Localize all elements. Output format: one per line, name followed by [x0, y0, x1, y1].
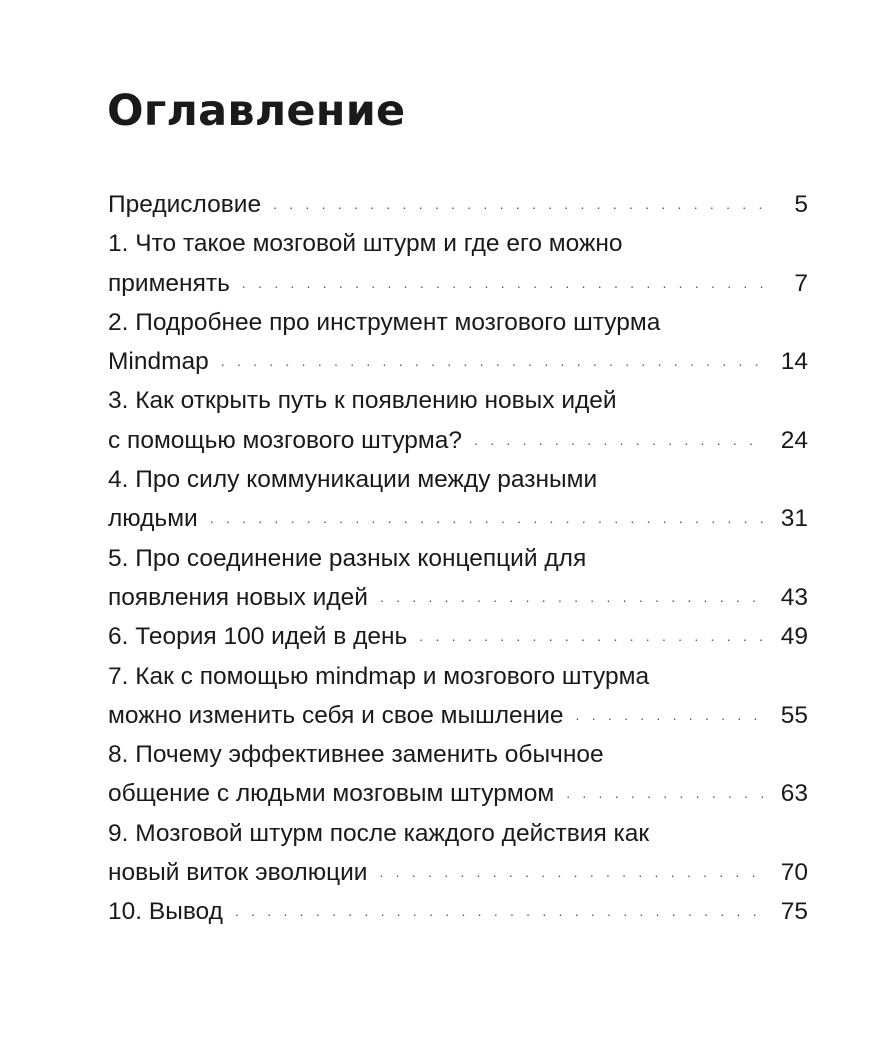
toc-entry-line [108, 224, 808, 263]
dot-leader [210, 499, 766, 538]
toc-page-number: 14 [780, 348, 808, 376]
toc-page-number: 75 [780, 898, 808, 926]
toc-entry-title: 10. Вывод [108, 898, 223, 926]
toc-entry-title: 2. Подробнее про инструмент мозгового штурма [108, 308, 661, 336]
table-of-contents [108, 185, 808, 932]
toc-entry-line [108, 381, 808, 420]
toc-entry-line [108, 892, 808, 931]
toc-entry-title: людьми [108, 505, 198, 533]
toc-entry-line [108, 617, 808, 656]
toc-page-number: 5 [794, 191, 808, 218]
dot-leader [379, 853, 766, 892]
toc-entry[interactable] [108, 185, 808, 224]
toc-entry[interactable] [108, 460, 808, 539]
toc-entry-line [108, 342, 808, 381]
toc-entry-title: 5. Про соединение разных концепций для [108, 544, 587, 572]
toc-page-number: 24 [780, 426, 808, 454]
toc-entry-title: 3. Как открыть путь к появлению новых идей [108, 387, 617, 415]
toc-entry[interactable] [108, 224, 808, 303]
toc-entry-title: общение с людьми мозговым штурмом [108, 780, 555, 808]
toc-entry[interactable] [108, 735, 808, 814]
toc-entry-title: с помощью мозгового штурма? [108, 426, 463, 454]
toc-entry-line [108, 657, 808, 696]
toc-entry-line [108, 853, 808, 892]
toc-page-number: 31 [780, 505, 808, 533]
toc-entry-line [108, 774, 808, 813]
dot-leader [566, 774, 766, 813]
dot-leader [221, 342, 766, 381]
toc-entry-title: Предисловие [108, 191, 262, 218]
toc-page-number: 43 [780, 583, 808, 611]
dot-leader [235, 892, 766, 931]
toc-entry-title: 1. Что такое мозговой штурм и где его можно [108, 230, 623, 258]
toc-entry-title: 4. Про силу коммуникации между разными [108, 466, 598, 494]
toc-entry-line [108, 499, 808, 538]
toc-entry-title: 7. Как с помощью mindmap и мозгового штурма [108, 662, 650, 690]
page-title: Оглавление [107, 86, 406, 136]
dot-leader [380, 578, 766, 617]
toc-entry[interactable] [108, 303, 808, 382]
toc-entry-line [108, 539, 808, 578]
toc-entry-line [108, 421, 808, 460]
toc-entry[interactable] [108, 617, 808, 656]
toc-entry[interactable] [108, 657, 808, 736]
toc-entry[interactable] [108, 539, 808, 618]
dot-leader [576, 696, 766, 735]
toc-entry-line [108, 303, 808, 342]
toc-entry-title: применять [108, 269, 230, 297]
dot-leader [419, 617, 766, 656]
toc-page-number: 63 [780, 780, 808, 808]
toc-entry[interactable] [108, 381, 808, 460]
toc-entry-line [108, 696, 808, 735]
toc-entry-line [108, 735, 808, 774]
toc-page-number: 55 [780, 701, 808, 729]
toc-page-number: 49 [780, 623, 808, 651]
toc-entry[interactable] [108, 892, 808, 931]
toc-entry-title: 9. Мозговой штурм после каждого действия как [108, 819, 650, 847]
toc-page-number: 7 [794, 269, 808, 297]
dot-leader [273, 185, 766, 224]
toc-entry-title: 6. Теория 100 идей в день [108, 623, 408, 651]
toc-entry-line [108, 578, 808, 617]
toc-entry-title: новый виток эволюции [108, 859, 368, 887]
toc-entry-title: появления новых идей [108, 583, 368, 611]
toc-entry-line [108, 185, 808, 224]
dot-leader [474, 421, 766, 460]
toc-entry-line [108, 460, 808, 499]
toc-entry-title: Mindmap [108, 348, 209, 376]
toc-entry-title: можно изменить себя и свое мышление [108, 701, 564, 729]
toc-entry-title: 8. Почему эффективнее заменить обычное [108, 741, 604, 769]
toc-entry-line [108, 264, 808, 303]
toc-page-number: 70 [780, 859, 808, 887]
toc-entry[interactable] [108, 814, 808, 893]
toc-entry-line [108, 814, 808, 853]
dot-leader [242, 264, 766, 303]
